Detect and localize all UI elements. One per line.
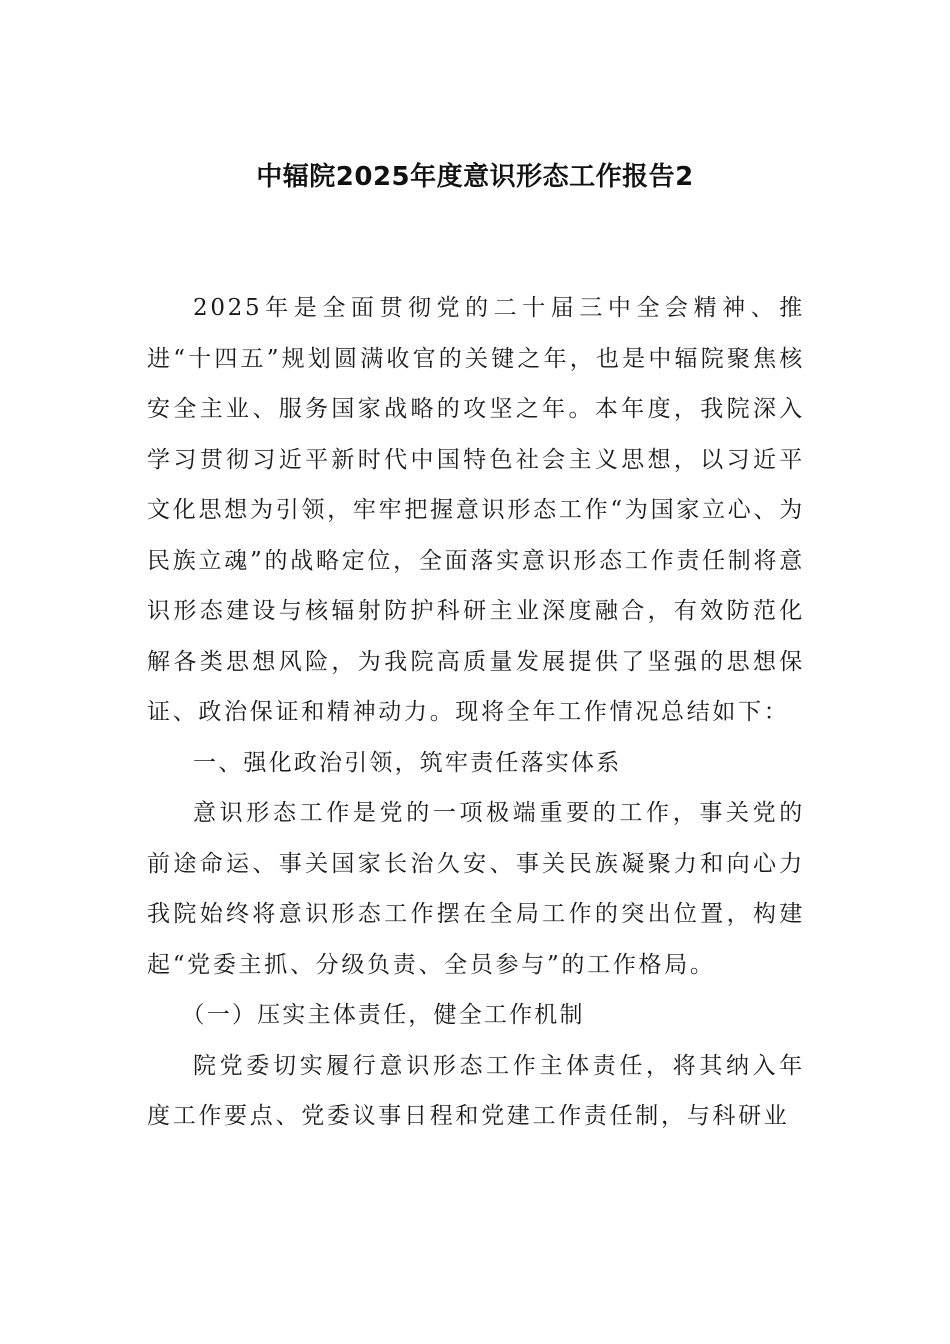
intro-paragraph: 2025年是全面贯彻党的二十届三中全会精神、推进“十四五”规划圆满收官的关键之年，也是中辐院聚焦核安全主业、服务国家战略的攻坚之年。本年度，我院深入学习贯彻习近平新时代中国特色社会主义思想，以习近平文化思想为引领，牢牢把握意识形态工作“为国家立心、为民族立魂”的战略定位，全面落实意识形态工作责任制将意识形态建设与核辐射防护科研主业深度融合，有效防范化解各类思想风险，为我院高质量发展提供了坚强的思想保证、政治保证和精神动力。现将全年工作情况总结如下： <box>147 295 805 725</box>
document-body <box>147 283 805 1142</box>
section-heading-1: 一、强化政治引领，筑牢责任落实体系 <box>193 749 622 776</box>
document-title: 中辐院2025年度意识形态工作报告2 <box>256 162 694 192</box>
section-1-paragraph: 意识形态工作是党的一项极端重要的工作，事关党的前途命运、事关国家长治久安、事关民族凝聚力和向心力我院始终将意识形态工作摆在全局工作的突出位置，构建起“党委主抓、分级负责、全员参与”的工作格局。 <box>147 800 805 978</box>
subsection-1-paragraph: 院党委切实履行意识形态工作主体责任，将其纳入年度工作要点、党委议事日程和党建工作责任制，与科研业 <box>147 1052 805 1129</box>
subsection-heading-1: （一）压实主体责任，健全工作机制 <box>181 1002 585 1028</box>
